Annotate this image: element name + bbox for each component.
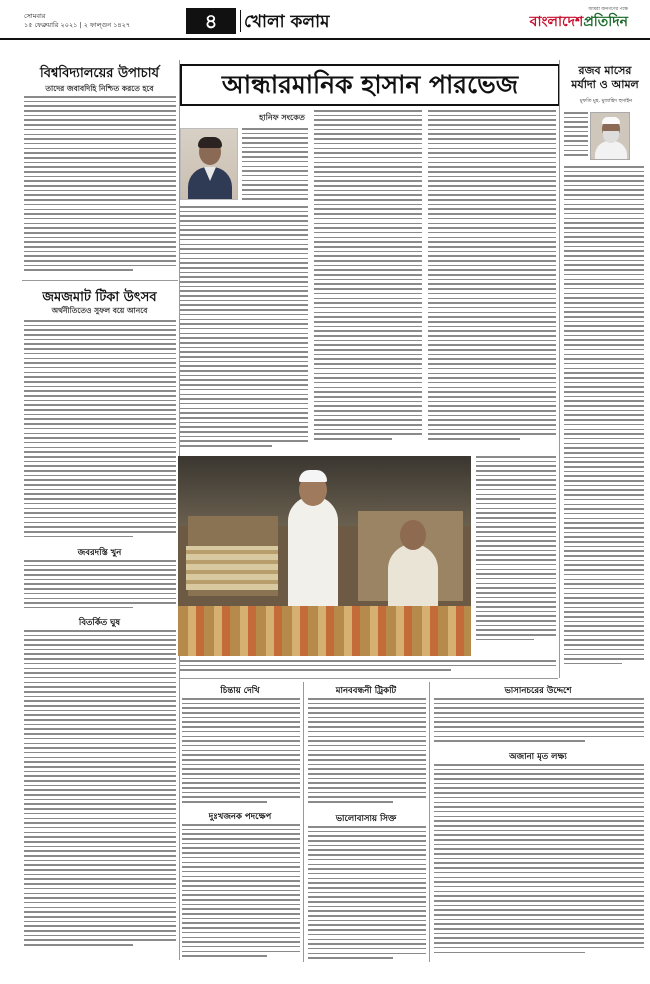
main-title: আন্ধারমানিক হাসান পারভেজ	[221, 70, 519, 99]
bottom-col-divider-2	[429, 682, 430, 962]
main-body-col2	[314, 110, 422, 454]
vaccine-subtitle: অর্থনীতিতেও সুফল বয়ে আনবে	[51, 306, 148, 315]
main-body-bottom	[180, 660, 556, 674]
header-divider	[240, 10, 241, 32]
main-body-col1a	[242, 128, 308, 204]
slow-progress-body	[182, 824, 300, 964]
human-chain-heading: মানববন্ধনী ট্রিকটি	[335, 686, 397, 696]
left-divider-1	[22, 280, 178, 281]
issue-date-line: ১৫ ফেব্রুয়ারি ২০২১ | ২ ফাল্গুন ১৪২৭	[24, 21, 131, 29]
strangers-body	[434, 764, 644, 964]
main-body-col1b	[180, 206, 308, 454]
bribery-body	[24, 630, 176, 950]
col-divider-right	[559, 60, 560, 678]
rajab-body	[564, 166, 644, 674]
strangers-heading: অজানা মৃত লক্ষ্য	[509, 752, 567, 762]
slow-progress-heading: দুঃখজনক পদক্ষেপ	[208, 812, 272, 822]
market-photo	[178, 456, 471, 656]
brand-name	[498, 13, 628, 31]
university-title: বিশ্ববিদ্যালয়ের উপাচার্য	[40, 66, 159, 81]
issue-day: সোমবার	[24, 12, 46, 20]
blue-sticker-body	[308, 826, 426, 964]
brand-name-part1: বাংলাদেশ	[529, 14, 584, 30]
forced-labour-heading: জবরদস্তি খুন	[77, 548, 122, 558]
university-body	[24, 96, 176, 276]
rajab-body-top	[564, 112, 588, 162]
vaccine-body	[24, 320, 176, 540]
forced-labour-body	[24, 560, 176, 612]
brand-logo	[498, 6, 628, 34]
page-number: ৪	[186, 8, 236, 34]
main-bottom-rule	[180, 678, 558, 679]
university-subtitle: তাদের জবাবদিহি নিশ্চিত করতে হবে	[45, 84, 154, 93]
section-title: খোলা কলাম	[244, 12, 330, 32]
issue-date	[24, 12, 130, 30]
human-chain-body	[308, 698, 426, 810]
vaccine-title: জমজমাট টিকা উৎসব	[42, 290, 157, 305]
blue-sticker-heading: ভালোবাসায় সিক্ত	[335, 814, 397, 824]
brand-name-part2: প্রতিদিন	[583, 14, 628, 30]
light-promise-body	[434, 698, 644, 746]
rajab-title: রজব মাসের মর্যাদা ও আমল	[571, 64, 639, 91]
rajab-author: মুফতি মুহ. মুজাহিদ হুসাইন	[579, 98, 633, 104]
main-body-col3	[428, 110, 556, 454]
bribery-heading: বিতর্কিত ঘুষ	[78, 618, 121, 628]
bottom-col-divider-1	[303, 682, 304, 962]
main-title-box	[180, 64, 560, 106]
worried-body	[182, 698, 300, 806]
rajab-author-photo	[590, 112, 630, 160]
worried-heading: চিন্তায় দেখি	[220, 686, 260, 696]
brand-tagline: আমরা জনগণের পক্ষে	[588, 7, 628, 12]
page-header	[0, 0, 650, 40]
author-portrait	[180, 128, 238, 200]
main-byline: হানিফ সংকেত	[259, 113, 305, 122]
main-body-col4	[476, 456, 556, 656]
light-promise-heading: ভাসানচরের উদ্দেশে	[504, 686, 572, 696]
